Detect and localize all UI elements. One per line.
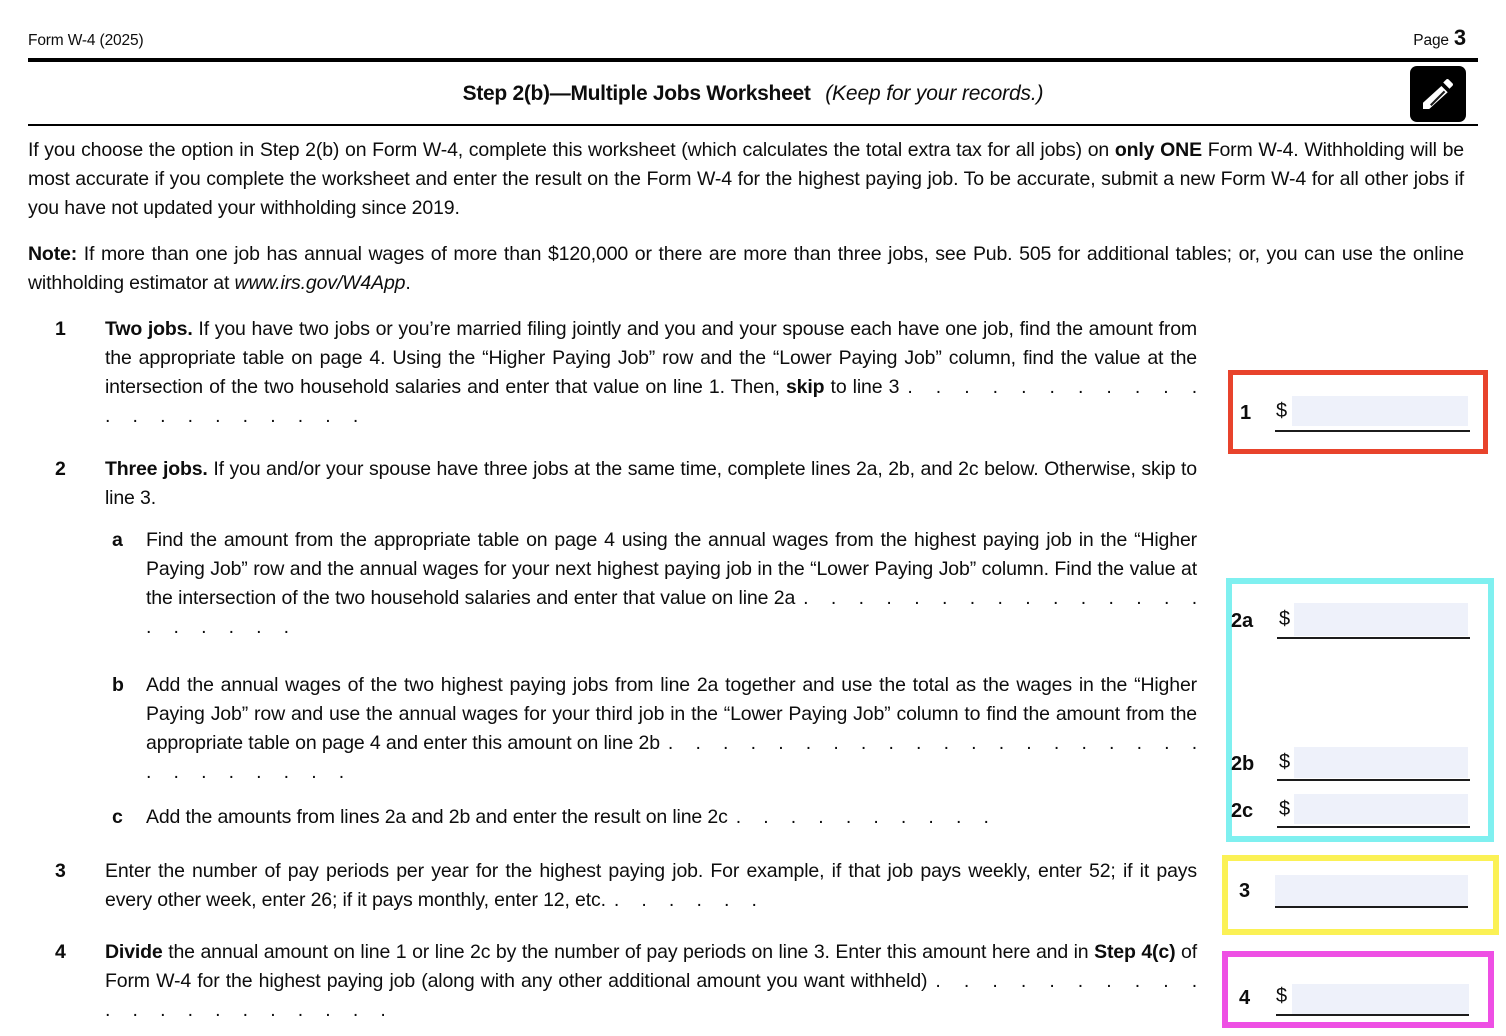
item-number: 4 — [55, 941, 66, 963]
line3-number: 3 — [1239, 880, 1250, 902]
item-text: Add the amounts from lines 2a and 2b and enter the result on line 2c . . . . . . . . . . — [146, 806, 989, 828]
note-paragraph: Note: If more than one job has annual wages of more than $120,000 or there are more than three jobs, see Pub. 505 for additional tables; or, you can use the online withholding estimator at www.irs.gov/W4App. — [28, 243, 1464, 294]
pencil-icon — [1410, 66, 1466, 122]
worksheet-title-text: Step 2(b)—Multiple Jobs Worksheet — [462, 82, 811, 105]
line2a-dollar-sign: $ — [1279, 608, 1290, 630]
item-number: 3 — [55, 860, 66, 882]
intro-paragraph: If you choose the option in Step 2(b) on Form W-4, complete this worksheet (which calculates the total extra tax for all jobs) on only ONE Form W-4. Withholding will be most accurate if you complete the worksheet and enter the result on the Form W-4 for the highest paying job. To be accurate, submit a new Form W-4 for all other jobs if you have not updated your withholding since 2019. — [28, 139, 1464, 219]
line4-underline — [1276, 1014, 1469, 1016]
line1-dollar-sign: $ — [1276, 400, 1287, 422]
item-letter: a — [112, 529, 123, 551]
line2b-dollar-sign: $ — [1279, 751, 1290, 773]
item-text: Three jobs. If you and/or your spouse have three jobs at the same time, complete lines 2a, 2b, and 2c below. Otherwise, skip to line 3. — [105, 458, 1198, 509]
line2a-underline — [1277, 637, 1470, 639]
line2c-amount-input[interactable] — [1294, 794, 1468, 824]
form-id-label: Form W-4 (2025) — [28, 32, 144, 49]
line2b-number: 2b — [1231, 753, 1255, 775]
item-number: 2 — [55, 458, 66, 480]
line3-underline — [1275, 906, 1468, 908]
item-number: 1 — [55, 318, 66, 340]
page-number: 3 — [1453, 25, 1466, 50]
line2a-number: 2a — [1231, 610, 1253, 632]
item-letter: b — [112, 674, 124, 696]
page-word: Page — [1413, 32, 1449, 49]
line4-dollar-sign: $ — [1276, 985, 1287, 1007]
worksheet-title-note: (Keep for your records.) — [825, 82, 1044, 105]
item-text: Enter the number of pay periods per year for the highest paying job. For example, if that job pays weekly, enter 52; if it pays every other week, enter 26; if it pays monthly, enter 12, etc. . . . . . . — [105, 860, 1197, 911]
line4-number: 4 — [1239, 987, 1250, 1009]
line2a-amount-input[interactable] — [1294, 603, 1468, 636]
item-text: Two jobs. If you have two jobs or you’re married filing jointly and you and your spouse each have one job, find the amount from the appropriate table on page 4. Using the “Higher Paying Job” row and the “Lower Paying Job” column, find the value at the intersection of the two household salaries and enter that value on line 1. Then, skip to line 3 . . . . . . . . . . . . . . . . . . . . . — [105, 318, 1197, 427]
line3-pay-periods-input[interactable] — [1275, 875, 1468, 906]
title-rule — [28, 124, 1478, 126]
line1-underline — [1275, 430, 1470, 432]
line2b-amount-input[interactable] — [1294, 747, 1468, 778]
line2b-underline — [1277, 779, 1470, 781]
item-text: Divide the annual amount on line 1 or line 2c by the number of pay periods on line 3. Enter this amount here and in Step 4(c) of Form W-4 for the highest paying job (along with any other additional amount you want withheld) . . . . . . . . . . . . . . . . . . . . . — [105, 941, 1197, 1021]
line2c-dollar-sign: $ — [1279, 798, 1290, 820]
line4-amount-input[interactable] — [1292, 984, 1469, 1014]
header-rule — [28, 58, 1478, 62]
page-indicator — [1413, 25, 1466, 51]
line1-number: 1 — [1240, 402, 1251, 424]
item-text: Find the amount from the appropriate table on page 4 using the annual wages from the highest paying job in the “Higher Paying Job” row and the annual wages for your next highest paying job in the “Lower Paying Job” column. Find the value at the intersection of the two household salaries and enter that value on line 2a . . . . . . . . . . . . . . . . . . . . . — [146, 529, 1197, 638]
item-text: Add the annual wages of the two highest paying jobs from line 2a together and use the total as the wages in the “Higher Paying Job” row and use the annual wages for your third job in the “Lower Paying Job” column to find the amount from the appropriate table on page 4 and enter this amount on line 2b . . . . . . . . . . . . . . . . . . . . . . . . . . . . — [146, 674, 1197, 783]
worksheet-title — [0, 82, 1506, 106]
line2c-number: 2c — [1231, 800, 1253, 822]
item-letter: c — [112, 806, 123, 828]
line2c-underline — [1277, 826, 1470, 828]
line1-amount-input[interactable] — [1292, 396, 1468, 426]
